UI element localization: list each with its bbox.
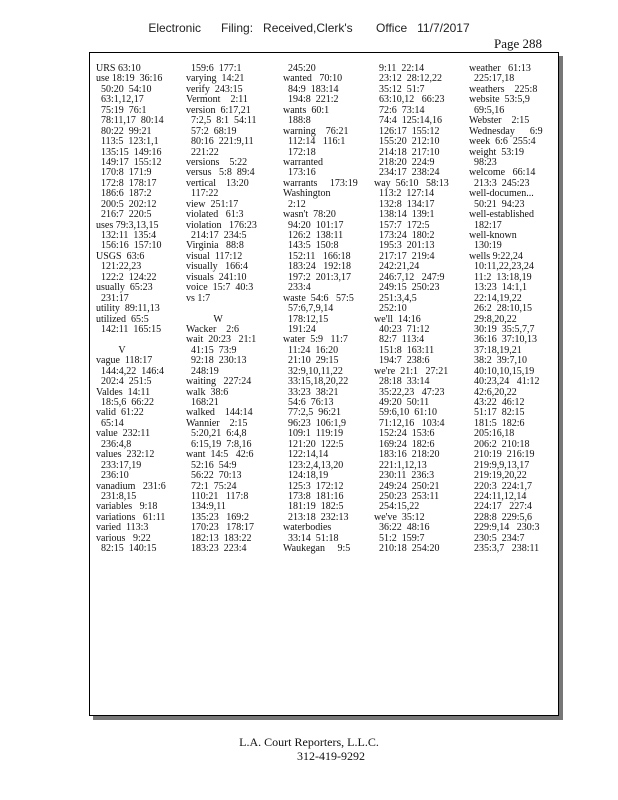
- index-entry: 10:11,22,23,24: [469, 261, 534, 273]
- index-entry: 178:12,15: [283, 313, 329, 325]
- index-entry: 172:8 178:17: [96, 177, 157, 189]
- index-entry: 249:24 250:21: [374, 480, 440, 492]
- index-entry: wait 20:23 21:1: [186, 334, 257, 346]
- index-entry: water 5:9 11:7: [283, 334, 348, 346]
- index-entry: 54:6 76:13: [283, 397, 334, 408]
- index-entry: 124:18,19: [283, 470, 329, 482]
- index-entry: 69:5,16: [469, 104, 505, 116]
- index-entry: 231:17: [96, 292, 129, 304]
- index-entry: we're 21:1 27:21: [374, 365, 449, 377]
- index-column-3: [283, 64, 358, 555]
- index-entry: 63:10,12 66:23: [374, 94, 445, 106]
- index-entry: 252:10: [374, 303, 407, 315]
- index-entry: 50:21 94:23: [469, 198, 525, 210]
- index-entry: 144:4,22 146:4: [96, 365, 165, 377]
- index-entry: 197:2 201:3,17: [283, 271, 352, 283]
- index-entry: week 6:6 255:4: [469, 136, 536, 148]
- index-entry: 217:17 219:4: [374, 250, 435, 262]
- index-entry: 52:16 54:9: [186, 459, 237, 471]
- index-entry: 37:18,19,21: [469, 344, 522, 356]
- index-entry: 51:17 82:15: [469, 407, 525, 419]
- index-entry: 230:11 236:3: [374, 470, 435, 482]
- index-entry: variables 9:18: [96, 501, 158, 513]
- index-entry: 183:24 192:18: [283, 261, 352, 273]
- index-entry: 138:14 139:1: [374, 209, 435, 221]
- index-entry: 5:20,21 6:4,8: [186, 428, 247, 440]
- index-entry: 194:8 221:2: [283, 94, 339, 106]
- index-entry: 80:22 99:21: [96, 125, 152, 137]
- index-column-1: [96, 64, 166, 555]
- index-entry: 224:11,12,14: [469, 490, 527, 502]
- index-entry: well-established: [469, 209, 534, 221]
- index-entry: 170:8 171:9: [96, 167, 152, 179]
- index-entry: 33:14 51:18: [283, 532, 339, 544]
- index-entry: 135:23 169:2: [186, 511, 250, 523]
- index-entry: 113:5 123:1,1: [96, 136, 159, 148]
- index-entry: 195:3 201:13: [374, 240, 435, 252]
- index-entry: various 9:22: [96, 532, 151, 544]
- index-entry: 181:5 182:6: [469, 417, 525, 429]
- index-entry: 251:3,4,5: [374, 292, 417, 304]
- index-entry: 40:10,10,15,19: [469, 365, 535, 377]
- index-entry: 132:11 135:4: [96, 230, 157, 241]
- index-entry: we've 35:12: [374, 511, 425, 523]
- index-column-2: [186, 64, 257, 555]
- index-entry: 234:17 238:24: [374, 167, 440, 179]
- page-number: Page 288: [494, 36, 543, 51]
- index-entry: 7:2,5 8:1 54:11: [186, 115, 257, 127]
- index-column-4: [374, 64, 449, 555]
- index-entry: 80:16 221:9,11: [186, 136, 254, 148]
- index-entry: 40:23 71:12: [374, 323, 430, 335]
- index-entry: 191:24: [283, 323, 316, 335]
- index-entry: walked 144:14: [186, 407, 253, 419]
- index-entry: 134:9,11: [186, 501, 226, 513]
- index-entry: 157:7 172:5: [374, 219, 430, 231]
- index-entry: version 6:17,21: [186, 104, 251, 116]
- filing-header: Electronic Filing: Received,Clerk's Office 11/7/2017: [148, 21, 470, 35]
- index-entry: warrants 173:19: [283, 177, 358, 189]
- index-entry: valid 61:22: [96, 407, 144, 419]
- index-entry: versions 5:22: [186, 156, 248, 168]
- index-entry: wants 60:1: [283, 104, 330, 116]
- index-entry: versus 5:8 89:4: [186, 167, 255, 179]
- index-entry: 135:15 149:16: [96, 146, 162, 158]
- index-entry: visual 117:12: [186, 250, 243, 262]
- index-entry: Wacker 2:6: [186, 323, 240, 335]
- index-entry: 63:1,12,17: [96, 94, 144, 106]
- index-entry: 132:8 134:17: [374, 198, 435, 210]
- index-entry: violated 61:3: [186, 209, 244, 221]
- index-entry: 245:20: [283, 63, 316, 74]
- index-entry: 210:19 216:19: [469, 449, 535, 461]
- index-entry: variations 61:11: [96, 511, 166, 523]
- index-entry: 152:11 166:18: [283, 250, 351, 262]
- index-entry: 42:6,20,22: [469, 386, 517, 398]
- index-entry: 51:2 159:7: [374, 532, 425, 544]
- index-entry: varied 113:3: [96, 522, 149, 534]
- index-entry: 82:7 113:4: [374, 334, 425, 346]
- index-entry: URS 63:10: [96, 63, 141, 74]
- index-entry: 242:21,24: [374, 261, 420, 273]
- index-entry: V: [96, 344, 126, 356]
- index-entry: 213:18 232:13: [283, 511, 349, 523]
- index-entry: Wannier 2:15: [186, 417, 248, 429]
- index-entry: 18:5,6 66:22: [96, 397, 155, 408]
- index-entry: 21:10 29:15: [283, 355, 339, 367]
- index-entry: 59:6,10 61:10: [374, 407, 438, 419]
- index-entry: 254:15,22: [374, 501, 420, 513]
- index-entry: 235:3,7 238:11: [469, 543, 540, 555]
- index-entry: 43:22 46:12: [469, 397, 525, 408]
- index-entry: USGS 63:6: [96, 250, 145, 262]
- index-entry: 41:15 73:9: [186, 344, 237, 356]
- index-entry: 9:11 22:14: [374, 63, 425, 74]
- index-entry: vague 118:17: [96, 355, 153, 367]
- index-entry: weight 53:19: [469, 146, 524, 158]
- index-entry: 110:21 117:8: [186, 490, 249, 502]
- index-entry: 236:10: [96, 470, 129, 482]
- index-entry: 155:20 212:10: [374, 136, 440, 148]
- index-entry: Waukegan 9:5: [283, 543, 351, 555]
- index-entry: 121:22,23: [96, 261, 142, 273]
- index-entry: 113:2 127:14: [374, 188, 435, 200]
- index-entry: 205:16,18: [469, 428, 515, 440]
- index-entry: 117:22: [186, 188, 219, 200]
- index-entry: 213:3 245:23: [469, 177, 530, 189]
- index-entry: 11:2 13:18,19: [469, 271, 532, 283]
- index-entry: 126:17 155:12: [374, 125, 440, 137]
- index-entry: 219:19,20,22: [469, 470, 527, 482]
- index-column-5: [469, 64, 543, 555]
- index-entry: 36:16 37:10,13: [469, 334, 538, 346]
- index-entry: 214:17 234:5: [186, 230, 247, 241]
- index-entry: Webster 2:15: [469, 115, 530, 127]
- index-entry: 92:18 230:13: [186, 355, 247, 367]
- index-entry: violation 176:23: [186, 219, 257, 231]
- index-entry: 40:23,24 41:12: [469, 376, 540, 388]
- index-entry: 151:8 163:11: [374, 344, 435, 356]
- index-entry: vertical 13:20: [186, 177, 249, 189]
- index-entry: Virginia 88:8: [186, 240, 244, 252]
- index-entry: 98:23: [469, 156, 497, 168]
- index-entry: utility 89:11,13: [96, 303, 160, 315]
- index-entry: wasn't 78:20: [283, 209, 336, 221]
- index-entry: 35:12 51:7: [374, 83, 425, 95]
- index-entry: 228:8 229:5,6: [469, 511, 533, 523]
- index-entry: way 56:10 58:13: [374, 177, 449, 189]
- index-entry: 173:16: [283, 167, 316, 179]
- index-entry: 130:19: [469, 240, 502, 252]
- index-entry: [186, 304, 257, 314]
- word-index-box: [89, 52, 559, 716]
- index-entry: 218:20 224:9: [374, 156, 435, 168]
- index-entry: 74:4 125:14,16: [374, 115, 443, 127]
- index-entry: welcome 66:14: [469, 167, 536, 179]
- index-entry: wanted 70:10: [283, 73, 343, 85]
- index-entry: 72:6 73:14: [374, 104, 425, 116]
- index-entry: 149:17 155:12: [96, 156, 162, 168]
- index-entry: 121:20 122:5: [283, 438, 344, 450]
- index-entry: 22:14,19,22: [469, 292, 522, 304]
- index-entry: 182:17: [469, 219, 502, 231]
- index-entry: warning 76:21: [283, 125, 349, 137]
- reporter-company: L.A. Court Reporters, L.L.C.: [239, 735, 379, 749]
- index-entry: Vermont 2:11: [186, 94, 248, 106]
- index-entry: 182:13 183:22: [186, 532, 252, 544]
- index-entry: 220:3 224:1,7: [469, 480, 533, 492]
- index-entry: 13:23 14:1,1: [469, 282, 528, 294]
- index-entry: 94:20 101:17: [283, 219, 344, 231]
- index-entry: 173:8 181:16: [283, 490, 344, 502]
- index-entry: 33:23 38:21: [283, 386, 339, 398]
- index-entry: 246:7,12 247:9: [374, 271, 445, 283]
- index-entry: 71:12,16 103:4: [374, 417, 445, 429]
- index-entry: 50:20 54:10: [96, 83, 152, 95]
- index-entry: 233:4: [283, 282, 311, 294]
- index-entry: 65:14: [96, 417, 124, 429]
- index-entry: 125:3 172:12: [283, 480, 344, 492]
- index-entry: 143:5 150:8: [283, 240, 339, 252]
- index-entry: varying 14:21: [186, 73, 245, 85]
- index-entry: 202:4 251:5: [96, 376, 152, 388]
- index-entry: 183:23 223:4: [186, 543, 247, 555]
- index-entry: 206:2 210:18: [469, 438, 530, 450]
- index-entry: visuals 241:10: [186, 271, 247, 283]
- index-entry: 170:23 178:17: [186, 522, 255, 534]
- index-entry: weather 61:13: [469, 63, 531, 74]
- index-entry: 249:15 250:23: [374, 282, 440, 294]
- index-entry: 38:2 39:7,10: [469, 355, 528, 367]
- index-entry: weathers 225:8: [469, 83, 538, 95]
- index-entry: 169:24 182:6: [374, 438, 435, 450]
- index-entry: 216:7 220:5: [96, 209, 152, 221]
- index-entry: 11:24 16:20: [283, 344, 339, 356]
- index-entry: value 232:11: [96, 428, 151, 440]
- index-entry: 49:20 50:11: [374, 397, 430, 408]
- index-entry: 200:5 202:12: [96, 198, 157, 210]
- index-entry: 183:16 218:20: [374, 449, 440, 461]
- index-entry: 78:11,17 80:14: [96, 115, 164, 127]
- index-entry: 248:19: [186, 365, 219, 377]
- index-entry: 224:17 227:4: [469, 501, 533, 513]
- index-entry: 230:5 234:7: [469, 532, 525, 544]
- index-entry: wells 9:22,24: [469, 250, 523, 262]
- index-entry: 173:24 180:2: [374, 230, 435, 241]
- index-entry: well-documen...: [469, 188, 534, 200]
- index-entry: utilized 65:5: [96, 313, 149, 325]
- index-entry: 29:8,20,22: [469, 313, 517, 325]
- index-entry: 77:2,5 96:21: [283, 407, 342, 419]
- index-entry: 32:9,10,11,22: [283, 365, 343, 377]
- reporter-footer: [0, 735, 618, 763]
- index-entry: visually 166:4: [186, 261, 248, 273]
- index-entry: Wednesday 6:9: [469, 125, 543, 137]
- index-entry: W: [186, 313, 223, 325]
- index-entry: usually 65:23: [96, 282, 153, 294]
- index-entry: 33:15,18,20,22: [283, 376, 349, 388]
- index-entry: 229:9,14 230:3: [469, 522, 540, 534]
- index-entry: we'll 14:16: [374, 313, 421, 325]
- index-entry: 214:18 217:10: [374, 146, 440, 158]
- index-entry: use 18:19 36:16: [96, 73, 163, 85]
- index-entry: 6:15,19 7:8,16: [186, 438, 252, 450]
- index-entry: 36:22 48:16: [374, 522, 430, 534]
- index-entry: 84:9 183:14: [283, 83, 339, 95]
- index-entry: 194:7 238:6: [374, 355, 430, 367]
- index-entry: Washington: [283, 188, 331, 200]
- index-entry: 82:15 140:15: [96, 543, 157, 555]
- index-entry: 123:2,4,13,20: [283, 459, 344, 471]
- index-entry: 156:16 157:10: [96, 240, 162, 252]
- index-entry: 236:4,8: [96, 438, 132, 450]
- index-entry: 75:19 76:1: [96, 104, 147, 116]
- index-entry: walk 38:6: [186, 386, 229, 398]
- index-entry: 233:17,19: [96, 459, 142, 471]
- index-entry: 57:6,7,9,14: [283, 303, 334, 315]
- index-entry: vanadium 231:6: [96, 480, 166, 492]
- index-entry: uses 79:3,13,15: [96, 219, 159, 231]
- index-entry: 126:2 138:11: [283, 230, 344, 241]
- index-entry: 221:1,12,13: [374, 459, 427, 471]
- index-entry: waterbodies: [283, 522, 332, 534]
- index-entry: 96:23 106:1,9: [283, 417, 347, 429]
- index-entry: values 232:12: [96, 449, 155, 461]
- index-entry: 152:24 153:6: [374, 428, 435, 440]
- index-entry: 2:12: [283, 198, 306, 210]
- index-entry: 250:23 253:11: [374, 490, 440, 502]
- index-entry: 221:22: [186, 146, 219, 158]
- index-entry: 30:19 35:5,7,7: [469, 323, 535, 335]
- index-entry: 122:14,14: [283, 449, 329, 461]
- index-entry: waiting 227:24: [186, 376, 252, 388]
- index-entry: 225:17,18: [469, 73, 515, 85]
- index-entry: view 251:17: [186, 198, 239, 210]
- index-entry: verify 243:15: [186, 83, 243, 95]
- reporter-phone: 312-419-9292: [297, 749, 365, 763]
- index-entry: warranted: [283, 156, 323, 168]
- index-entry: 181:19 182:5: [283, 501, 344, 513]
- index-entry: Valdes 14:11: [96, 386, 151, 398]
- index-entry: 122:2 124:22: [96, 271, 157, 283]
- index-entry: website 53:5,9: [469, 94, 530, 106]
- index-entry: vs 1:7: [186, 292, 211, 304]
- index-entry: 26:2 28:10,15: [469, 303, 533, 315]
- index-entry: 23:12 28:12,22: [374, 73, 443, 85]
- index-entry: 56:22 70:13: [186, 470, 242, 482]
- index-entry: 186:6 187:2: [96, 188, 152, 200]
- index-entry: 210:18 254:20: [374, 543, 440, 555]
- index-entry: 172:18: [283, 146, 316, 158]
- index-entry: 57:2 68:19: [186, 125, 237, 137]
- index-entry: voice 15:7 40:3: [186, 282, 254, 294]
- index-entry: 109:1 119:19: [283, 428, 344, 440]
- index-entry: 72:1 75:24: [186, 480, 237, 492]
- index-entry: waste 54:6 57:5: [283, 292, 354, 304]
- index-entry: want 14:5 42:6: [186, 449, 254, 461]
- index-entry: 159:6 177:1: [186, 63, 242, 74]
- index-entry: 188:8: [283, 115, 311, 127]
- index-entry: 28:18 33:14: [374, 376, 430, 388]
- index-entry: 219:9,9,13,17: [469, 459, 530, 471]
- index-entry: 35:22,23 47:23: [374, 386, 445, 398]
- index-entry: 142:11 165:15: [96, 323, 162, 335]
- index-entry: 231:8,15: [96, 490, 137, 502]
- index-entry: well-known: [469, 230, 517, 241]
- index-entry: 112:14 116:1: [283, 136, 346, 148]
- index-entry: 168:21: [186, 397, 219, 408]
